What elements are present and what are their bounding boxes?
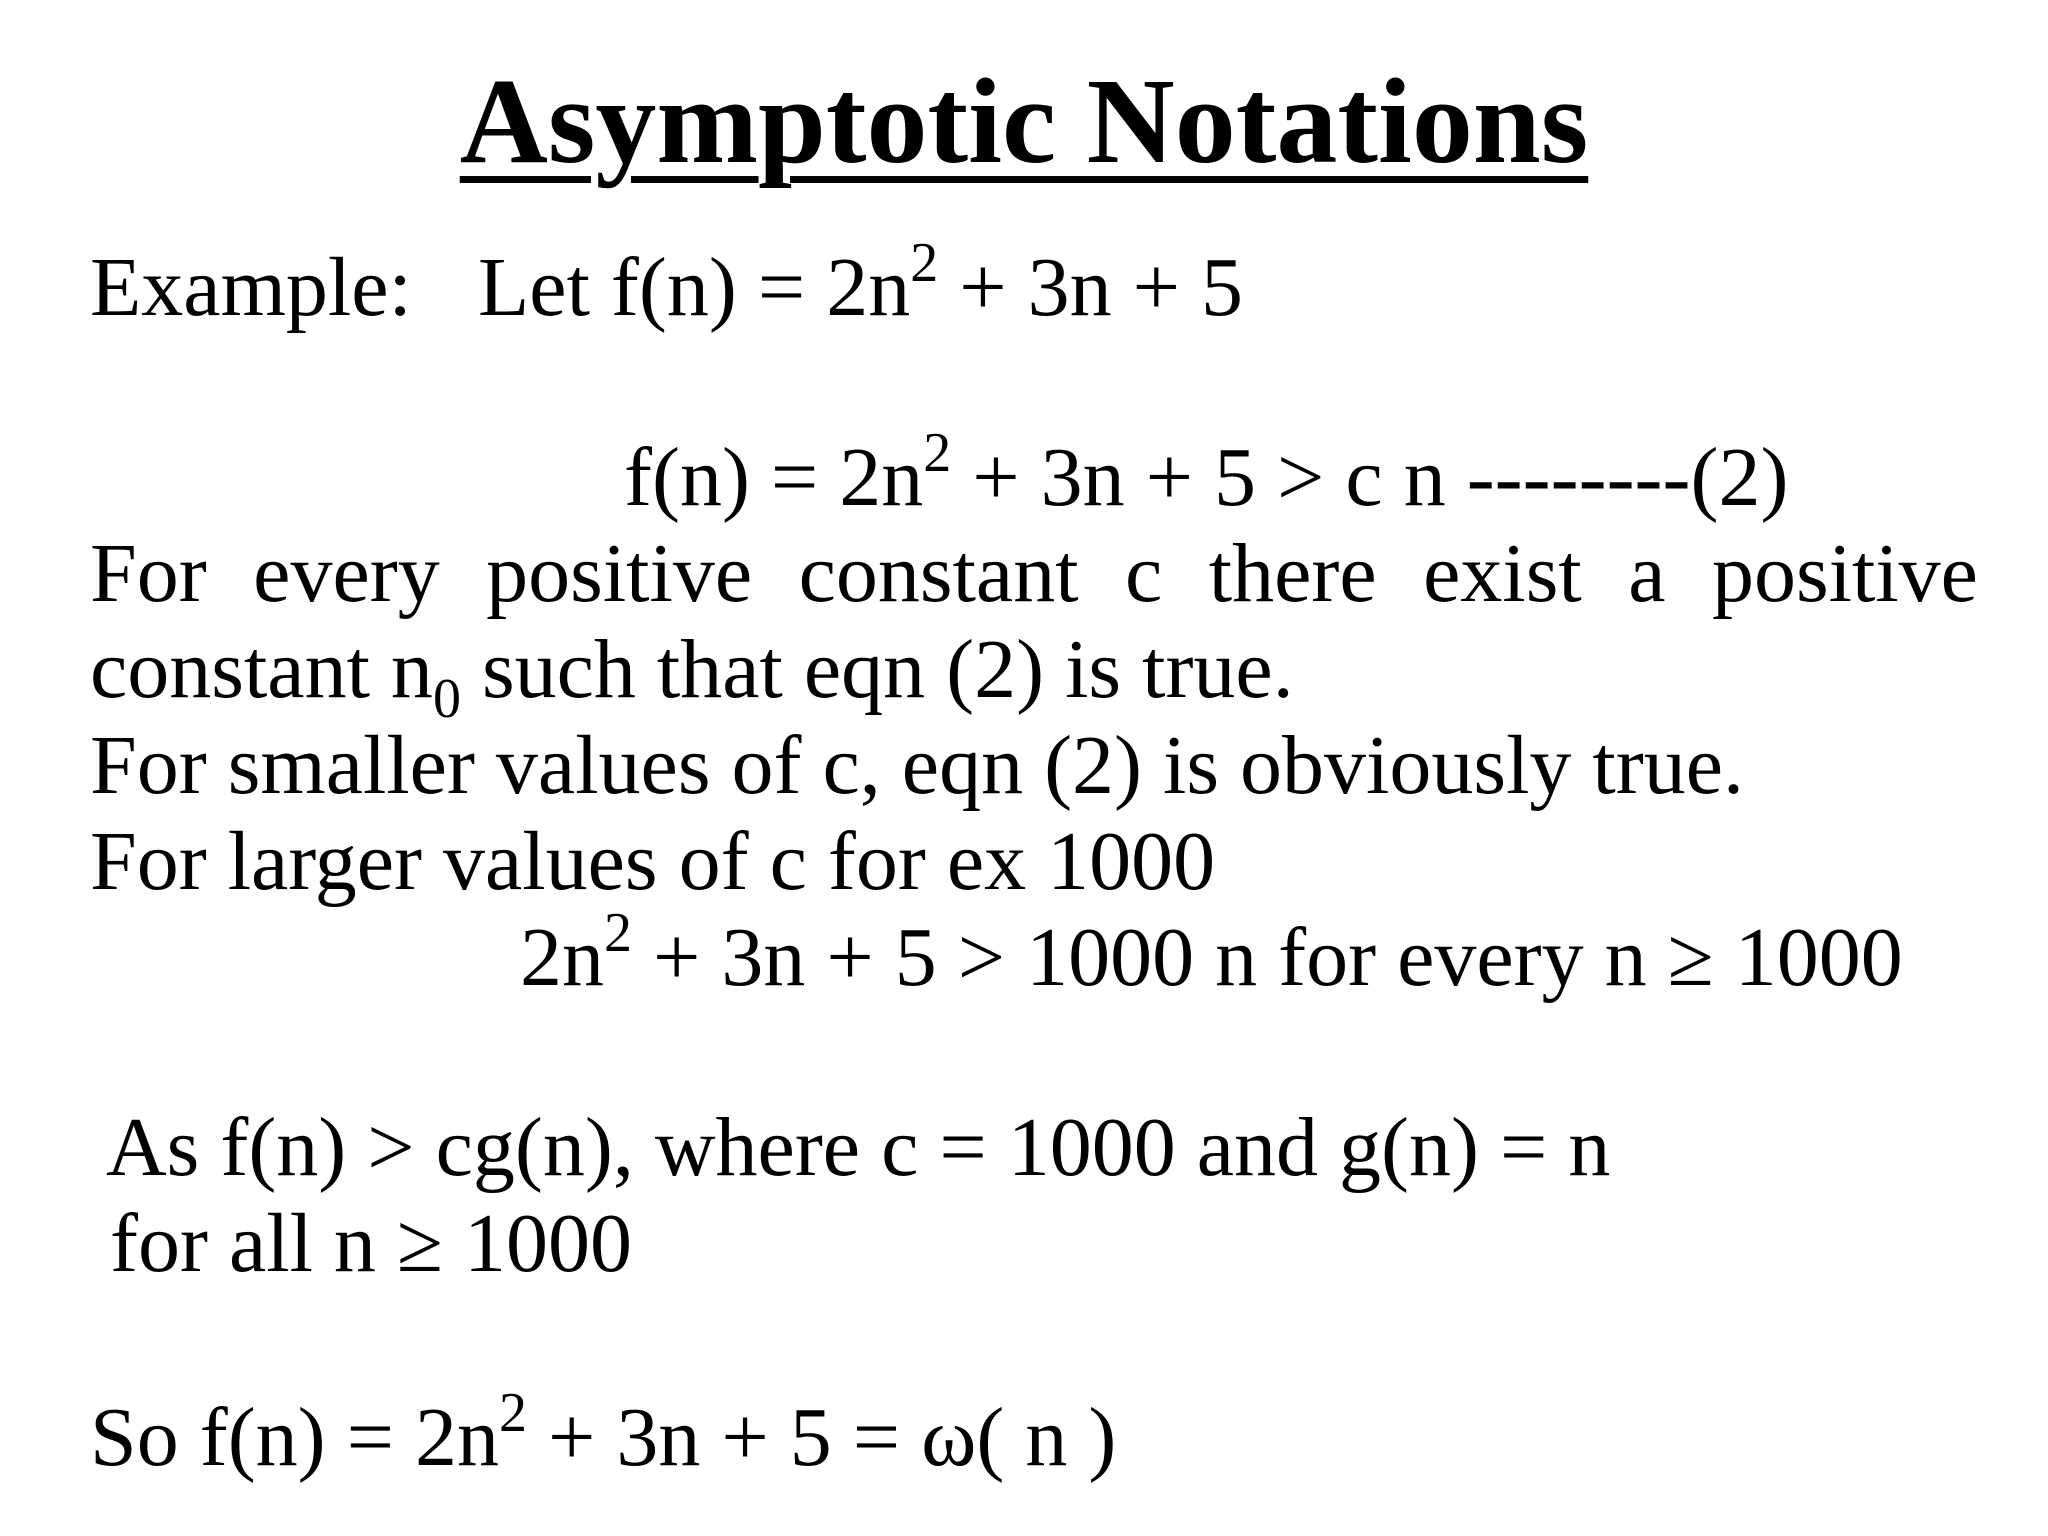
paragraph-word: a — [1628, 527, 1666, 620]
final-statement-exponent: 2 — [499, 1382, 528, 1444]
conclusion-line-2: for all n ≥ 1000 — [110, 1197, 633, 1290]
paragraph-2: For smaller values of c, eqn (2) is obviously true. — [90, 719, 1744, 812]
example-definition-exponent: 2 — [910, 232, 939, 294]
final-statement — [90, 1382, 1117, 1486]
inequality-2-prefix: f(n) = 2n — [624, 431, 924, 524]
slide-title-text: Asymptotic Notations — [459, 54, 1589, 189]
inequality-1000 — [520, 902, 1903, 1006]
example-definition — [478, 232, 1243, 336]
paragraph-word: c — [1125, 527, 1163, 620]
paragraph-word: exist — [1423, 527, 1582, 620]
paragraph-word: constant — [798, 527, 1079, 620]
paragraph-1-line-2-suffix: such that eqn (2) is true. — [460, 623, 1294, 716]
paragraph-word: positive — [1711, 527, 1978, 620]
paragraph-1-line-2-prefix: constant n — [90, 623, 433, 716]
paragraph-word: there — [1208, 527, 1377, 620]
inequality-2 — [624, 422, 1789, 526]
example-definition-prefix: Let f(n) = 2n — [478, 241, 911, 334]
inequality-2-suffix: + 3n + 5 > c n --------(2) — [951, 431, 1789, 524]
final-statement-prefix: So f(n) = 2n — [90, 1391, 500, 1484]
example-definition-suffix: + 3n + 5 — [938, 241, 1243, 334]
paragraph-3: For larger values of c for ex 1000 — [90, 815, 1216, 908]
paragraph-1-line-2 — [90, 622, 1294, 730]
paragraph-word: positive — [486, 527, 753, 620]
paragraph-1-line-1 — [90, 526, 1978, 622]
inequality-2-exponent: 2 — [923, 422, 952, 484]
inequality-1000-suffix: + 3n + 5 > 1000 n for every n ≥ 1000 — [632, 911, 1903, 1004]
paragraph-word: every — [253, 527, 440, 620]
inequality-1000-prefix: 2n — [520, 911, 604, 1004]
inequality-1000-exponent: 2 — [604, 902, 632, 964]
paragraph-1-line-2-subscript: 0 — [432, 668, 461, 730]
conclusion-line-1: As f(n) > cg(n), where c = 1000 and g(n) = n — [106, 1101, 1611, 1194]
final-statement-suffix: + 3n + 5 = ω( n ) — [527, 1391, 1117, 1484]
paragraph-word: For — [90, 527, 207, 620]
example-label: Example: — [90, 241, 412, 334]
slide-title — [0, 52, 2048, 192]
